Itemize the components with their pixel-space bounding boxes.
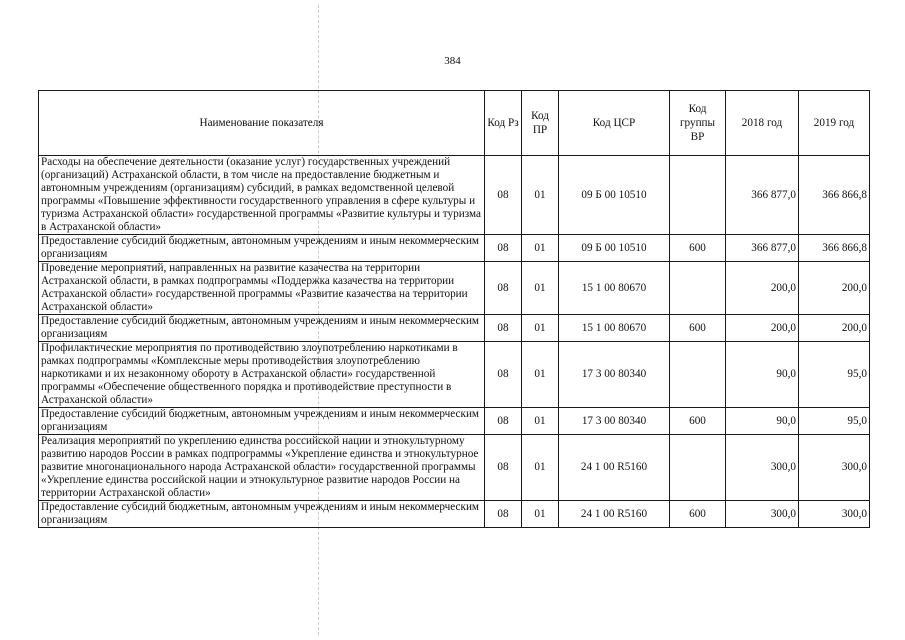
row-2019: 366 866,8	[799, 156, 870, 235]
header-2018: 2018 год	[726, 91, 799, 156]
row-pr: 01	[522, 408, 559, 435]
row-vr	[670, 435, 726, 501]
row-csr: 24 1 00 R5160	[559, 501, 670, 528]
row-csr: 09 Б 00 10510	[559, 235, 670, 262]
header-pr: Код ПР	[522, 91, 559, 156]
table-row	[39, 408, 870, 435]
page-number: 384	[444, 55, 461, 67]
row-2019: 300,0	[799, 435, 870, 501]
row-vr	[670, 262, 726, 315]
row-2018: 366 877,0	[726, 156, 799, 235]
row-pr: 01	[522, 435, 559, 501]
row-rz: 08	[485, 315, 522, 342]
row-2018: 90,0	[726, 342, 799, 408]
row-2018: 366 877,0	[726, 235, 799, 262]
row-rz: 08	[485, 235, 522, 262]
row-2019: 200,0	[799, 315, 870, 342]
table-header-row	[39, 91, 870, 156]
row-rz: 08	[485, 156, 522, 235]
row-vr: 600	[670, 501, 726, 528]
row-2018: 300,0	[726, 435, 799, 501]
row-name: Предоставление субсидий бюджетным, автономным учреждениям и иным некоммерческим организациям	[39, 501, 485, 528]
row-2018: 300,0	[726, 501, 799, 528]
row-csr: 17 3 00 80340	[559, 342, 670, 408]
row-csr: 24 1 00 R5160	[559, 435, 670, 501]
row-name: Проведение мероприятий, направленных на развитие казачества на территории Астраханской области, в рамках подпрограммы «Поддержка казачества на территории Астраханской области» государственной программы «Развитие казачества на территории Астраханской области»	[39, 262, 485, 315]
table-row	[39, 435, 870, 501]
header-2019: 2019 год	[799, 91, 870, 156]
header-csr: Код ЦСР	[559, 91, 670, 156]
header-rz: Код Рз	[485, 91, 522, 156]
table-row	[39, 262, 870, 315]
row-rz: 08	[485, 435, 522, 501]
table-row	[39, 156, 870, 235]
row-name: Расходы на обеспечение деятельности (оказание услуг) государственных учреждений (организаций) Астраханской области, в том числе на предоставление бюджетным и автономным учреждениям (организациям) субсидий, в рамках ведомственной целевой программы «Повышение эффективности государственного управления в сфере культуры и туризма Астраханской области» государственной программы «Развитие культуры и туризма в Астраханской области»	[39, 156, 485, 235]
row-vr	[670, 342, 726, 408]
row-pr: 01	[522, 342, 559, 408]
budget-table	[38, 90, 870, 528]
row-2019: 200,0	[799, 262, 870, 315]
row-name: Предоставление субсидий бюджетным, автономным учреждениям и иным некоммерческим организациям	[39, 235, 485, 262]
row-2018: 90,0	[726, 408, 799, 435]
table-row	[39, 235, 870, 262]
row-name: Предоставление субсидий бюджетным, автономным учреждениям и иным некоммерческим организациям	[39, 408, 485, 435]
table-row	[39, 315, 870, 342]
row-rz: 08	[485, 501, 522, 528]
row-rz: 08	[485, 262, 522, 315]
row-vr: 600	[670, 408, 726, 435]
row-vr	[670, 156, 726, 235]
row-rz: 08	[485, 342, 522, 408]
row-2018: 200,0	[726, 262, 799, 315]
row-name: Реализация мероприятий по укреплению единства российской нации и этнокультурному развитию народов России в рамках подпрограммы «Укрепление единства и этнокультурное развитие многонационального народа Астраханской области» государственной программы «Укрепление единства российской нации и этнокультурное развитие народов России на территории Астраханской области»	[39, 435, 485, 501]
row-2019: 95,0	[799, 408, 870, 435]
row-2019: 366 866,8	[799, 235, 870, 262]
row-2018: 200,0	[726, 315, 799, 342]
row-csr: 15 1 00 80670	[559, 262, 670, 315]
row-csr: 15 1 00 80670	[559, 315, 670, 342]
row-pr: 01	[522, 235, 559, 262]
header-name: Наименование показателя	[39, 91, 485, 156]
row-name: Профилактические мероприятия по противодействию злоупотреблению наркотиками в рамках подпрограммы «Комплексные меры противодействия злоупотреблению наркотиками и их незаконному обороту в Астраханской области» государственной программы «Обеспечение общественного порядка и противодействие преступности в Астраханской области»	[39, 342, 485, 408]
row-csr: 09 Б 00 10510	[559, 156, 670, 235]
row-vr: 600	[670, 235, 726, 262]
row-2019: 95,0	[799, 342, 870, 408]
row-vr: 600	[670, 315, 726, 342]
row-name: Предоставление субсидий бюджетным, автономным учреждениям и иным некоммерческим организациям	[39, 315, 485, 342]
row-pr: 01	[522, 501, 559, 528]
row-rz: 08	[485, 408, 522, 435]
row-csr: 17 3 00 80340	[559, 408, 670, 435]
row-pr: 01	[522, 156, 559, 235]
row-pr: 01	[522, 315, 559, 342]
table-row	[39, 501, 870, 528]
header-vr: Код группы ВР	[670, 91, 726, 156]
row-pr: 01	[522, 262, 559, 315]
row-2019: 300,0	[799, 501, 870, 528]
table-row	[39, 342, 870, 408]
